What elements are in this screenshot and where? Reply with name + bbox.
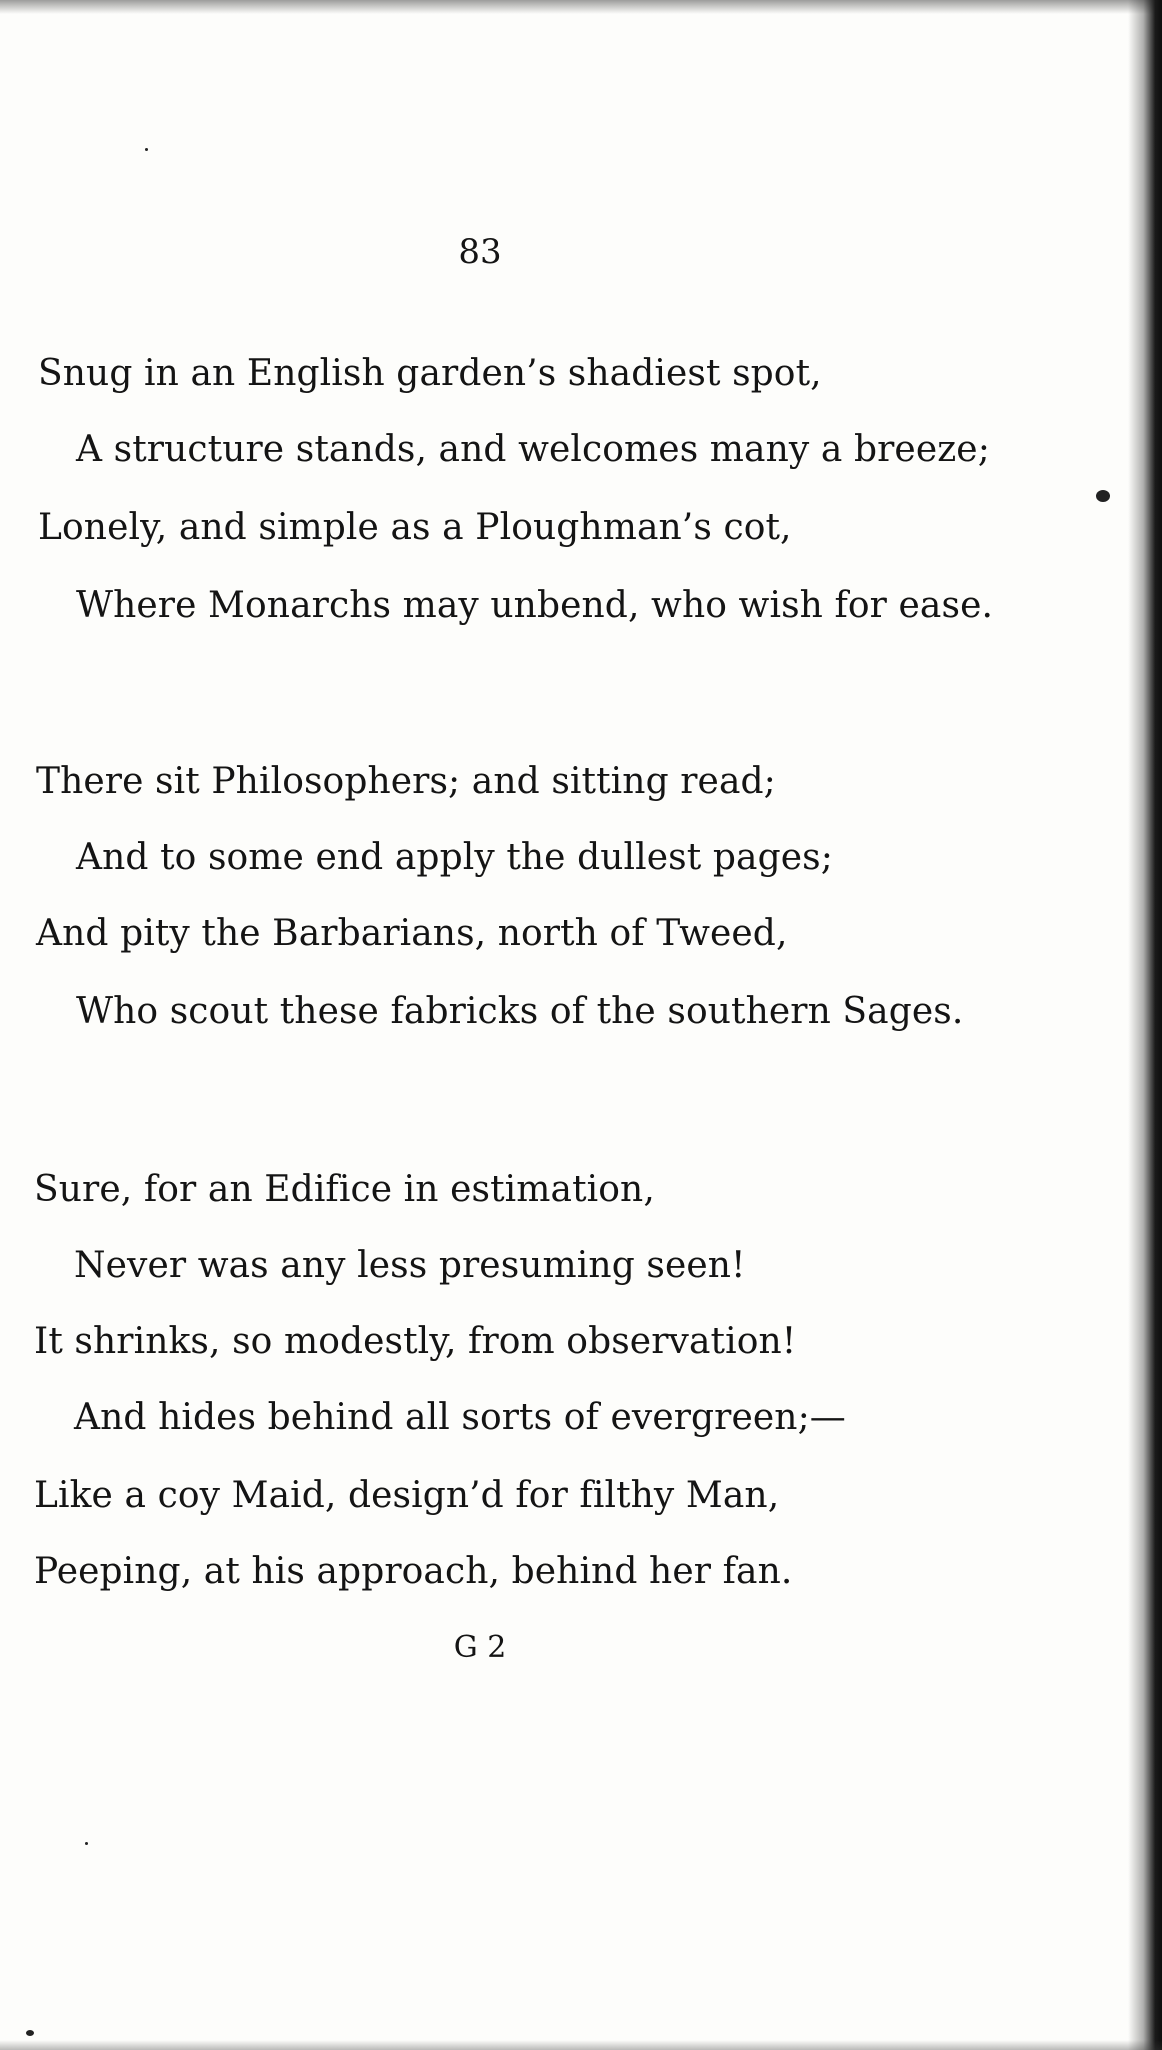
poem-line: A structure stands, and welcomes many a breeze;: [76, 429, 990, 470]
poem-line: Peeping, at his approach, behind her fan.: [34, 1551, 793, 1592]
poem-line: Like a coy Maid, design’d for filthy Man,: [34, 1475, 780, 1516]
poem-line: And to some end apply the dullest pages;: [76, 837, 833, 878]
poem-line: Lonely, and simple as a Ploughman’s cot,: [38, 507, 792, 548]
page-number: 83: [458, 232, 502, 272]
poem-line: Where Monarchs may unbend, who wish for ease.: [76, 585, 994, 626]
page-top-shadow: [0, 0, 1162, 14]
poem-line: Snug in an English garden’s shadiest spot,: [38, 353, 822, 394]
page-bottom-shadow: [0, 2040, 1162, 2050]
ink-speck: [1096, 490, 1110, 502]
poem-line: Never was any less presuming seen!: [74, 1245, 746, 1286]
poem-line: And pity the Barbarians, north of Tweed,: [36, 913, 788, 954]
poem-line: Who scout these fabricks of the southern Sages.: [76, 991, 964, 1032]
poem-line: There sit Philosophers; and sitting read;: [36, 761, 776, 802]
ink-speck: [145, 148, 148, 151]
ink-speck: [26, 2030, 34, 2036]
poem-line: Sure, for an Edifice in estimation,: [34, 1169, 655, 1210]
poem-line: It shrinks, so modestly, from observation!: [34, 1321, 797, 1362]
ink-speck: [85, 1842, 88, 1845]
signature-mark: G 2: [453, 1630, 507, 1665]
poem-line: And hides behind all sorts of evergreen;—: [74, 1397, 846, 1438]
page-edge-shadow: [1128, 0, 1162, 2050]
